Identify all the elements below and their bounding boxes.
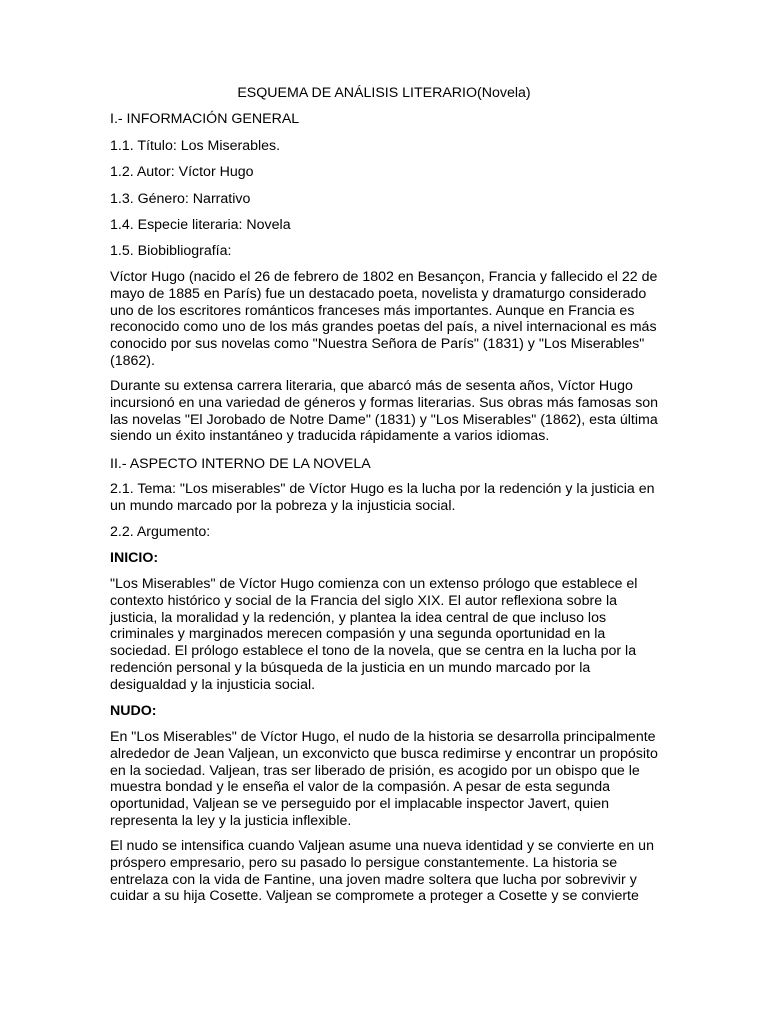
inicio-heading: INICIO: [110,550,159,566]
item-especie-literaria: 1.4. Especie literaria: Novela [110,217,291,233]
item-biobibliografia: 1.5. Biobibliografía: [110,243,232,259]
item-titulo: 1.1. Título: Los Miserables. [110,138,281,154]
nudo-paragraph-2: El nudo se intensifica cuando Valjean asume una nueva identidad y se convierte en un próspero empresario, pero su pasado lo persigue constantemente. La historia se entrelaza con la vida de Fantine, una joven madre soltera que lucha por sobrevivir y cuidar a su hija Cosette. Valjean se compromete a proteger a Cosette y se convierte [110,838,654,905]
item-argumento: 2.2. Argumento: [110,524,211,540]
section-heading-aspecto-interno: II.- ASPECTO INTERNO DE LA NOVELA [110,456,371,472]
biography-paragraph-1: Víctor Hugo (nacido el 26 de febrero de 1802 en Besançon, Francia y fallecido el 22 de mayo de 1885 en París) fue un destacado poeta, novelista y dramaturgo considerado uno de los escritores románticos franceses más importantes. Aunque en Francia es reconocido como uno de los más grandes poetas del país, a nivel internacional es más conocido por sus novelas como "Nuestra Señora de París" (1831) y "Los Miserables" (1862). [110,269,658,369]
item-genero: 1.3. Género: Narrativo [110,191,251,207]
item-autor: 1.2. Autor: Víctor Hugo [110,164,254,180]
section-heading-informacion-general: I.- INFORMACIÓN GENERAL [110,111,300,127]
item-tema: 2.1. Tema: "Los miserables" de Víctor Hugo es la lucha por la redención y la justicia en un mundo marcado por la pobreza y la injusticia social. [110,481,655,514]
inicio-paragraph: "Los Miserables" de Víctor Hugo comienza con un extenso prólogo que establece el contexto histórico y social de la Francia del siglo XIX. El autor reflexiona sobre la justicia, la moralidad y la redención, y plantea la idea central de que incluso los criminales y marginados merecen compasión y una segunda oportunidad en la sociedad. El prólogo establece el tono de la novela, que se centra en la lucha por la redención personal y la búsqueda de la justicia en un mundo marcado por la desigualdad y la injusticia social. [110,576,638,693]
document-title: ESQUEMA DE ANÁLISIS LITERARIO(Novela) [237,85,531,101]
nudo-paragraph-1: En "Los Miserables" de Víctor Hugo, el nudo de la historia se desarrolla principalmente alrededor de Jean Valjean, un exconvicto que busca redimirse y encontrar un propósito en la sociedad. Valjean, tras ser liberado de prisión, es acogido por un obispo que le muestra bondad y le enseña el valor de la compasión. A pesar de esta segunda oportunidad, Valjean se ve perseguido por el implacable inspector Javert, quien representa la ley y la justicia inflexible. [110,729,658,829]
nudo-heading: NUDO: [110,703,157,719]
biography-paragraph-2: Durante su extensa carrera literaria, que abarcó más de sesenta años, Víctor Hugo incursionó en una variedad de géneros y formas literarias. Sus obras más famosas son las novelas "El Jorobado de Notre Dame" (1831) y "Los Miserables" (1862), esta última siendo un éxito instantáneo y traducida rápidamente a varios idiomas. [110,378,659,445]
